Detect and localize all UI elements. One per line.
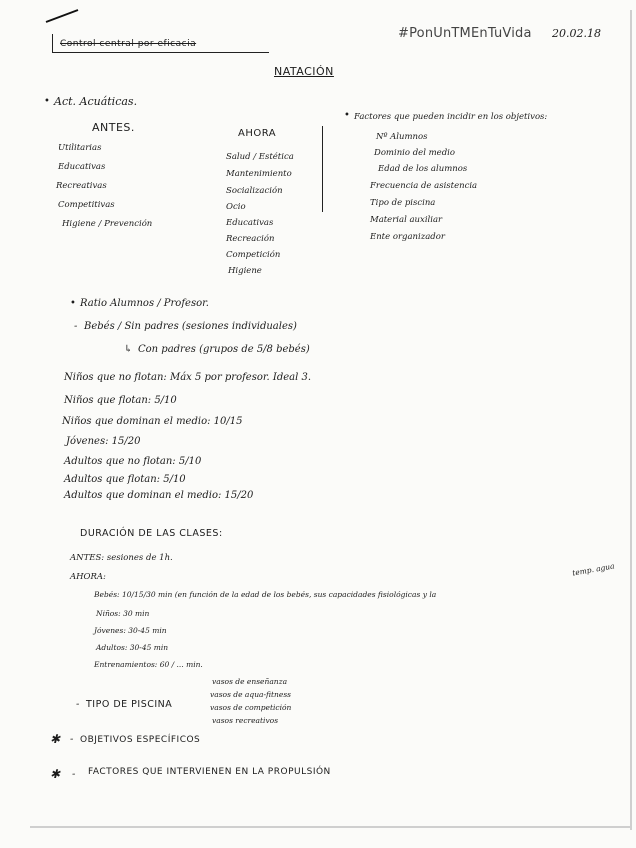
factores-intervienen-heading: FACTORES QUE INTERVIENEN EN LA PROPULSIÓN	[88, 767, 331, 777]
antes-item: Higiene / Prevención	[62, 219, 153, 229]
ahora-item: Recreación	[226, 234, 275, 244]
star-icon: ✱	[50, 732, 61, 746]
ratio-bebes-con-padres: Con padres (grupos de 5/8 bebés)	[138, 344, 310, 355]
duracion-ahora-label: AHORA:	[70, 572, 106, 582]
ahora-item: Educativas	[226, 218, 274, 228]
piscina-item: vasos recreativos	[212, 716, 279, 725]
duracion-item: Jóvenes: 30-45 min	[94, 626, 167, 635]
piscina-item: vasos de aqua-fitness	[210, 690, 292, 699]
factores-item: Frecuencia de asistencia	[370, 181, 478, 191]
dash: -	[74, 321, 78, 332]
date: 20.02.18	[552, 27, 601, 40]
duracion-item: Adultos: 30-45 min	[96, 643, 169, 652]
factores-item: Material auxiliar	[370, 215, 443, 225]
duracion-item: Niños: 30 min	[96, 609, 150, 618]
antes-item: Competitivas	[58, 200, 115, 210]
antes-item: Utilitarias	[58, 143, 102, 153]
ahora-item: Salud / Estética	[226, 152, 294, 162]
ratio-item: Adultos que dominan el medio: 15/20	[64, 490, 254, 501]
star-icon: ✱	[50, 767, 61, 781]
ratio-item: Jóvenes: 15/20	[66, 436, 141, 447]
column-divider	[322, 126, 323, 212]
hashtag-header: #PonUnTMEnTuVida	[398, 26, 532, 41]
ahora-item: Competición	[226, 250, 281, 260]
bullet: •	[344, 110, 350, 121]
page-edge-right	[630, 10, 632, 830]
ratio-item: Adultos que flotan: 5/10	[64, 474, 186, 485]
act-acuaticas-label: Act. Acuáticas.	[54, 95, 138, 108]
page-edge-bottom	[30, 826, 630, 828]
antes-heading: ANTES.	[92, 121, 135, 134]
tipo-piscina-heading: TIPO DE PISCINA	[86, 699, 173, 710]
ratio-item: Adultos que no flotan: 5/10	[64, 456, 202, 467]
ahora-heading: AHORA	[238, 128, 277, 139]
antes-item: Recreativas	[56, 181, 107, 191]
ratio-item: Niños que flotan: 5/10	[64, 395, 177, 406]
ratio-item: Niños que dominan el medio: 10/15	[62, 416, 243, 427]
dash: -	[70, 734, 74, 745]
factores-item: Ente organizador	[370, 232, 445, 242]
struck-header: Control central por eficacia	[60, 39, 197, 49]
ahora-item: Ocio	[226, 202, 246, 212]
duracion-antes: ANTES: sesiones de 1h.	[70, 553, 173, 563]
ratio-item: Niños que no flotan: Máx 5 por profesor. Ideal 3.	[64, 372, 312, 383]
duracion-item: Entrenamientos: 60 / ... min.	[94, 660, 203, 669]
antes-item: Educativas	[58, 162, 106, 172]
bullet: •	[44, 96, 50, 107]
arrow: ↳	[124, 344, 133, 355]
piscina-item: vasos de enseñanza	[212, 677, 288, 686]
dash: -	[76, 699, 80, 710]
factores-item: Edad de los alumnos	[378, 164, 468, 174]
ahora-item: Mantenimiento	[226, 169, 292, 179]
bullet: •	[70, 298, 76, 309]
margin-note: temp. agua	[571, 561, 616, 578]
factores-heading: Factores que pueden incidir en los objetivos:	[354, 112, 548, 122]
ahora-item: Socialización	[226, 186, 283, 196]
piscina-item: vasos de competición	[210, 703, 292, 712]
factores-item: Nº Alumnos	[376, 132, 428, 142]
duracion-item: Bebés: 10/15/30 min (en función de la edad de los bebés, sus capacidades fisiológicas y la	[94, 590, 437, 599]
pen-stroke-top	[44, 6, 84, 26]
factores-item: Dominio del medio	[374, 148, 455, 158]
objetivos-heading: OBJETIVOS ESPECÍFICOS	[80, 735, 201, 745]
ratio-heading: Ratio Alumnos / Profesor.	[80, 298, 209, 309]
page-title: NATACIÓN	[274, 65, 334, 78]
duracion-heading: DURACIÓN DE LAS CLASES:	[80, 528, 223, 539]
ratio-bebes-sin-padres: Bebés / Sin padres (sesiones individuales)	[84, 321, 297, 332]
ahora-item: Higiene	[228, 266, 262, 276]
dash: -	[72, 769, 76, 780]
factores-item: Tipo de piscina	[370, 198, 436, 208]
